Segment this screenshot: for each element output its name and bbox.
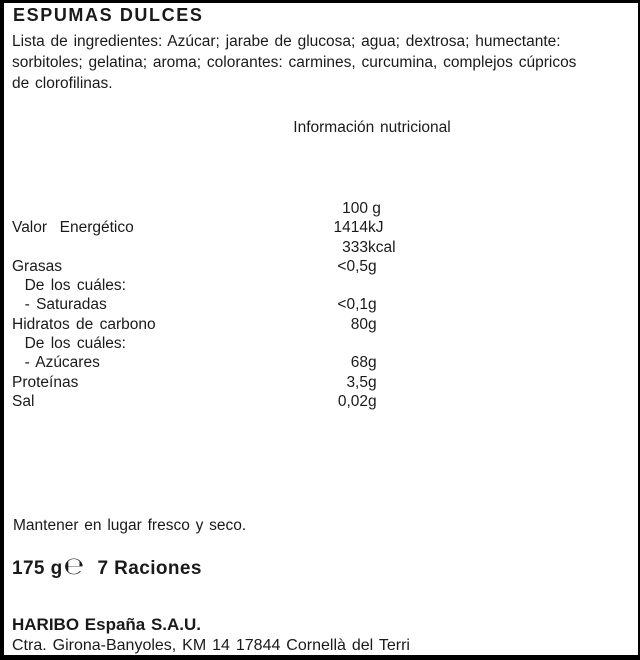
- nutrition-unit: g: [368, 354, 377, 372]
- storage-note: Mantener en lugar fresco y seco.: [13, 517, 247, 534]
- nutrition-value: <0,1: [337, 296, 368, 314]
- nutrition-label: Grasas: [12, 257, 62, 275]
- nutrition-unit: kcal: [368, 238, 396, 256]
- nutrition-row-energy-kcal: [12, 238, 432, 257]
- nutrition-value: [252, 276, 368, 295]
- ingredients-line: Lista de ingredientes: Azúcar; jarabe de glucosa; agua; dextrosa; humectante:: [12, 33, 561, 50]
- nutrition-row-protein: [12, 373, 432, 392]
- nutrition-unit: kJ: [368, 219, 384, 237]
- nutrition-row-of-which: [12, 276, 432, 295]
- ingredients-paragraph: [12, 31, 627, 94]
- nutrition-row-energy: [12, 218, 432, 237]
- nutrition-value: <0,5: [337, 257, 368, 275]
- nutrition-row-of-which: [12, 334, 432, 353]
- net-weight: 175 g: [12, 558, 63, 579]
- nutrition-unit: g: [368, 373, 377, 391]
- product-title: ESPUMAS DULCES: [13, 5, 204, 25]
- nutrition-label: Sal: [12, 392, 35, 410]
- net-weight-line: [12, 552, 202, 580]
- nutrition-label: [12, 199, 252, 218]
- nutrition-value: 3,5: [346, 373, 368, 391]
- ingredients-line: de clorofilinas.: [12, 75, 113, 92]
- nutrition-unit: g: [368, 257, 377, 275]
- nutrition-row-sugars: [12, 353, 432, 372]
- nutrition-row-fat: [12, 257, 432, 276]
- nutrition-label: Valor Energético: [12, 219, 134, 237]
- nutrition-value: 80: [350, 315, 368, 333]
- nutrition-label: De los cuáles:: [12, 277, 126, 295]
- nutrition-row-salt: [12, 392, 432, 411]
- nutrition-value: 0,02: [337, 392, 368, 410]
- nutrition-column-header-row: [12, 199, 432, 218]
- manufacturer-address: Ctra. Girona-Banyoles, KM 14 17844 Cornellà del Terri: [12, 637, 410, 654]
- nutrition-heading: Información nutricional: [293, 119, 451, 136]
- nutrition-label: [12, 238, 252, 257]
- servings-count: 7 Raciones: [97, 558, 202, 579]
- nutrition-column-header-unit: g: [368, 200, 381, 217]
- nutrition-value: [252, 334, 368, 353]
- manufacturer-name: HARIBO España S.A.U.: [12, 615, 202, 634]
- ingredients-line: sorbitoles; gelatina; aroma; colorantes: carmines, curcumina, complejos cúpricos: [12, 54, 577, 71]
- nutrition-unit: [368, 334, 428, 353]
- estimated-sign-icon: ℮: [63, 552, 85, 580]
- nutrition-row-carbohydrate: [12, 315, 432, 334]
- nutrition-value: 68: [350, 354, 368, 372]
- nutrition-label: - Saturadas: [12, 296, 107, 314]
- nutrition-label: Proteínas: [12, 373, 79, 391]
- nutrition-table: [12, 199, 432, 411]
- nutrition-label: - Azúcares: [12, 354, 100, 372]
- nutrition-value: 333: [342, 238, 368, 256]
- nutrition-value: 1414: [333, 219, 368, 237]
- nutrition-column-header-value: 100: [342, 200, 368, 217]
- nutrition-row-saturates: [12, 295, 432, 314]
- nutrition-label: De los cuáles:: [12, 335, 126, 353]
- nutrition-unit: [368, 276, 428, 295]
- nutrition-unit: g: [368, 296, 377, 314]
- nutrition-label: Hidratos de carbono: [12, 315, 156, 333]
- nutrition-unit: g: [368, 315, 377, 333]
- nutrition-unit: g: [368, 392, 377, 410]
